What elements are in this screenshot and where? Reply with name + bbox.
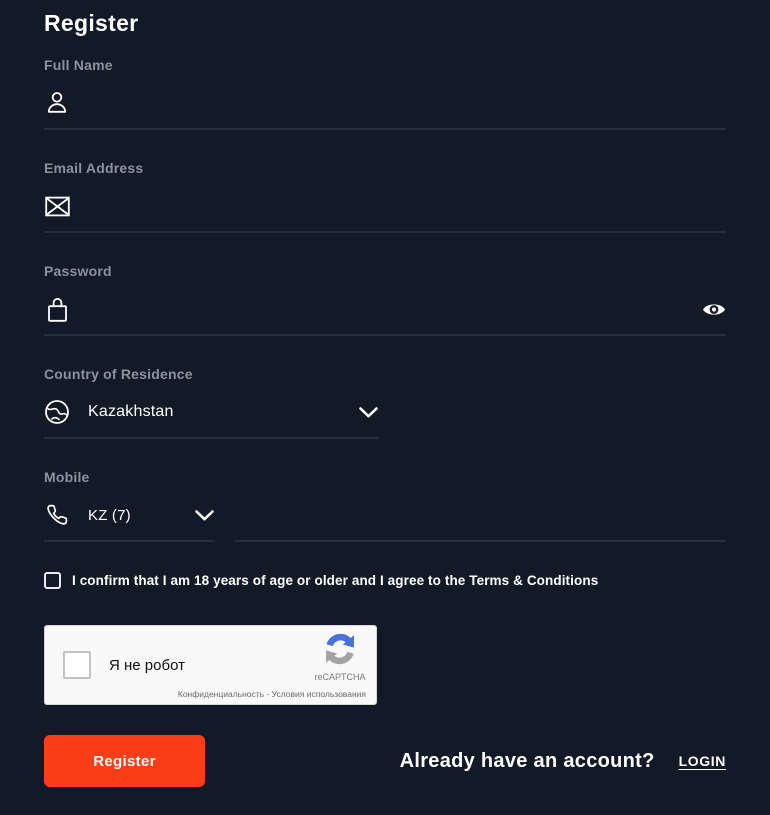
email-label: Email Address	[44, 160, 144, 176]
lock-icon	[44, 296, 70, 322]
field-email	[44, 160, 726, 233]
form-footer	[44, 735, 726, 787]
login-link[interactable]: LOGIN	[678, 753, 726, 769]
field-full-name	[44, 57, 726, 130]
mobile-input[interactable]	[235, 502, 726, 528]
phone-icon	[44, 502, 70, 528]
recaptcha-brand: reCAPTCHA	[314, 672, 366, 682]
login-prompt: Already have an account?	[399, 749, 655, 772]
register-button[interactable]: Register	[44, 735, 205, 787]
field-mobile	[44, 469, 726, 542]
recaptcha-icon	[323, 632, 357, 671]
terms-text: I confirm that I am 18 years of age or older and I agree to the Terms & Conditions	[72, 573, 599, 588]
person-icon	[44, 90, 70, 116]
field-password	[44, 263, 726, 336]
recaptcha-checkbox[interactable]	[63, 651, 91, 679]
country-label: Country of Residence	[44, 366, 193, 382]
email-row	[44, 193, 726, 233]
terms-checkbox[interactable]	[44, 572, 61, 589]
eye-icon[interactable]	[702, 301, 726, 318]
country-select[interactable]	[44, 399, 379, 439]
page-title: Register	[44, 10, 139, 36]
chevron-down-icon	[358, 406, 379, 419]
dial-code-value: KZ (7)	[88, 506, 131, 524]
password-input[interactable]	[88, 296, 702, 322]
chevron-down-icon	[194, 509, 215, 522]
full-name-input[interactable]	[88, 90, 726, 116]
recaptcha-privacy-links[interactable]: Конфиденциальность - Условия использования	[177, 689, 366, 699]
terms-row	[44, 572, 726, 589]
recaptcha-logo-block	[316, 632, 364, 682]
password-row	[44, 296, 726, 336]
envelope-icon	[44, 193, 70, 219]
dial-code-select[interactable]	[44, 502, 215, 542]
full-name-label: Full Name	[44, 57, 113, 73]
email-input[interactable]	[88, 193, 726, 219]
full-name-row	[44, 90, 726, 130]
field-country	[44, 366, 726, 439]
globe-icon	[44, 399, 70, 425]
mobile-number-row	[235, 502, 726, 542]
password-label: Password	[44, 263, 112, 279]
mobile-label: Mobile	[44, 469, 90, 485]
country-value: Kazakhstan	[88, 403, 174, 420]
recaptcha-widget	[44, 625, 377, 705]
recaptcha-label: Я не робот	[109, 656, 185, 674]
